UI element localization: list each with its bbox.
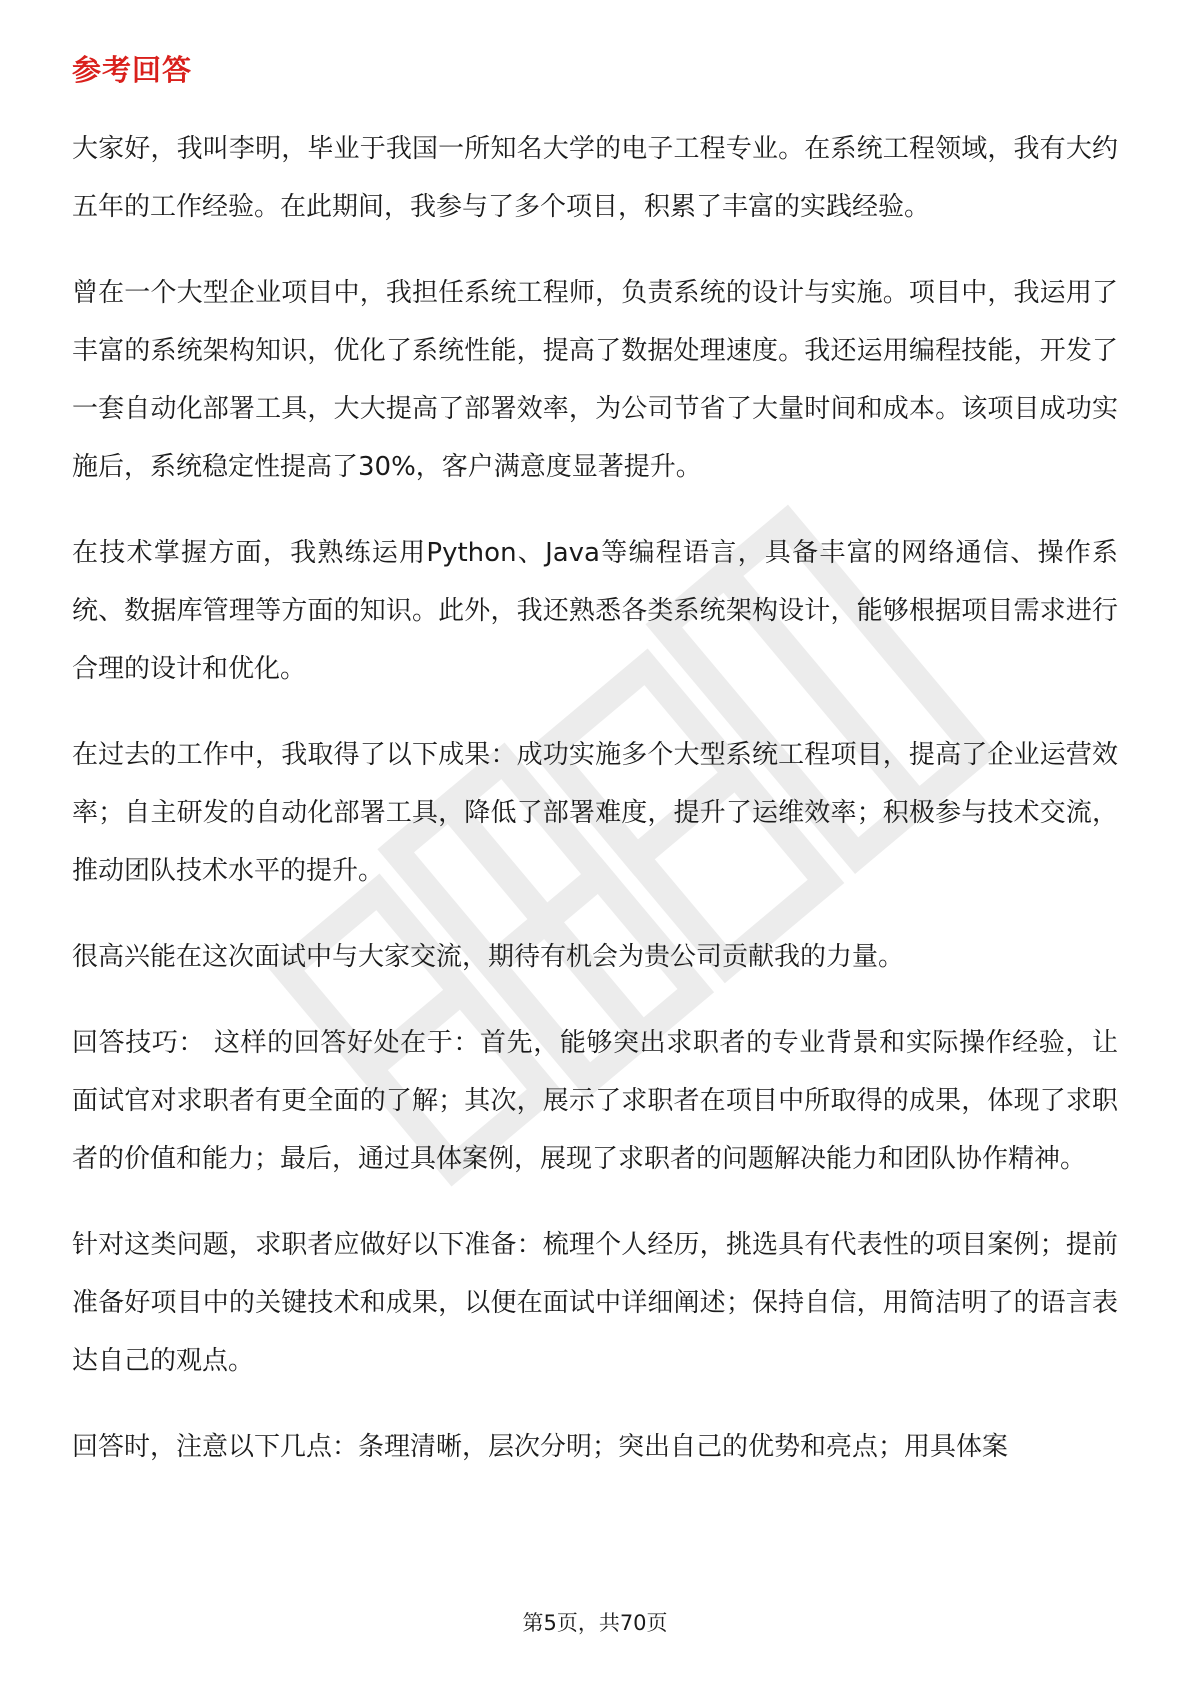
paragraph-skills: 在技术掌握方面，我熟练运用Python、Java等编程语言，具备丰富的网络通信、操作系统、数据库管理等方面的知识。此外，我还熟悉各类系统架构设计，能够根据项目需求进行合理的设计和优化。 xyxy=(72,538,1118,684)
page-number-footer: 第5页，共70页 xyxy=(522,1611,668,1635)
document-content xyxy=(72,48,1118,1504)
paragraph-closing: 很高兴能在这次面试中与大家交流，期待有机会为贵公司贡献我的力量。 xyxy=(72,942,905,972)
paragraph-intro: 大家好，我叫李明，毕业于我国一所知名大学的电子工程专业。在系统工程领域，我有大约五年的工作经验。在此期间，我参与了多个项目，积累了丰富的实践经验。 xyxy=(72,134,1118,222)
paragraph-achievements: 在过去的工作中，我取得了以下成果：成功实施多个大型系统工程项目，提高了企业运营效率；自主研发的自动化部署工具，降低了部署难度，提升了运维效率；积极参与技术交流，推动团队技术水平的提升。 xyxy=(72,740,1118,886)
paragraph-project: 曾在一个大型企业项目中，我担任系统工程师，负责系统的设计与实施。项目中，我运用了丰富的系统架构知识，优化了系统性能，提高了数据处理速度。我还运用编程技能，开发了一套自动化部署工具，大大提高了部署效率，为公司节省了大量时间和成本。该项目成功实施后，系统稳定性提高了30%，客户满意度显著提升。 xyxy=(72,278,1118,482)
paragraph-preparation: 针对这类问题，求职者应做好以下准备：梳理个人经历，挑选具有代表性的项目案例；提前准备好项目中的关键技术和成果，以便在面试中详细阐述；保持自信，用简洁明了的语言表达自己的观点。 xyxy=(72,1230,1118,1376)
paragraph-answer-tips: 回答技巧： 这样的回答好处在于：首先，能够突出求职者的专业背景和实际操作经验，让面试官对求职者有更全面的了解；其次，展示了求职者在项目中所取得的成果，体现了求职者的价值和能力；最后，通过具体案例，展现了求职者的问题解决能力和团队协作精神。 xyxy=(72,1028,1118,1174)
paragraph-notes: 回答时，注意以下几点：条理清晰，层次分明；突出自己的优势和亮点；用具体案 xyxy=(72,1432,1009,1462)
section-heading: 参考回答 xyxy=(72,53,193,87)
